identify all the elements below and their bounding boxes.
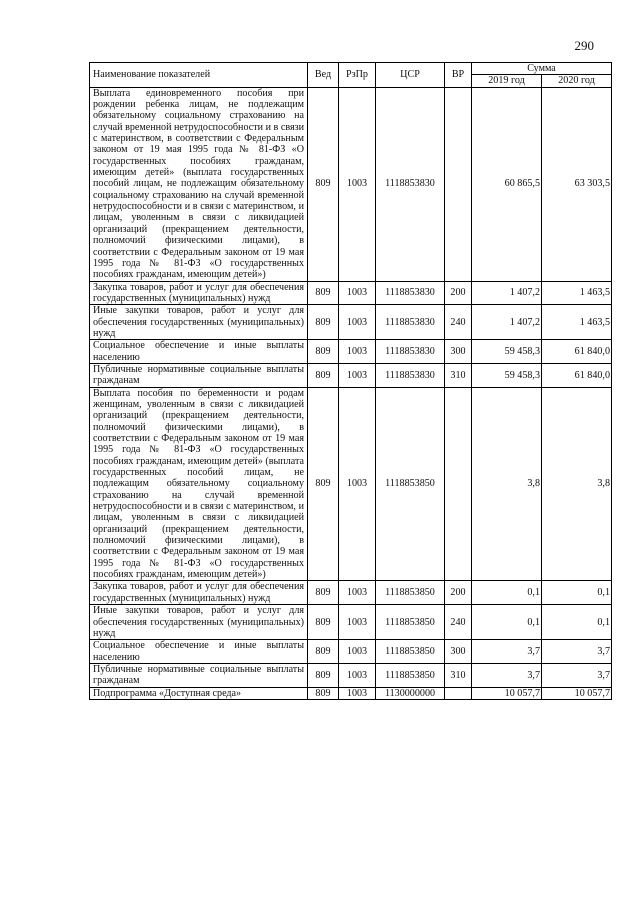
- row-sum-2020: 0,1: [542, 605, 612, 640]
- row-name: Закупка товаров, работ и услуг для обеспечения государственных (муниципальных) нужд: [90, 281, 308, 305]
- header-vr: ВР: [445, 63, 472, 88]
- row-sum-2020: 61 840,0: [542, 363, 612, 387]
- row-sum-2019: 0,1: [472, 581, 542, 605]
- header-year-2019: 2019 год: [472, 75, 542, 87]
- table-row: [90, 87, 612, 281]
- row-ved: 809: [308, 387, 339, 581]
- row-csr: 1118853850: [376, 605, 445, 640]
- row-rzpr: 1003: [339, 305, 376, 340]
- row-name: Иные закупки товаров, работ и услуг для обеспечения государственных (муниципальных) нужд: [90, 305, 308, 340]
- row-ved: 809: [308, 363, 339, 387]
- table-row: [90, 663, 612, 687]
- row-sum-2020: 63 303,5: [542, 87, 612, 281]
- row-sum-2019: 10 057,7: [472, 687, 542, 699]
- row-csr: 1118853850: [376, 640, 445, 664]
- row-rzpr: 1003: [339, 340, 376, 364]
- row-name: Выплата пособия по беременности и родам женщинам, уволенным в связи с ликвидацией организаций (прекращением деятельности, полномочий физическими лицами), в соответствии с Федеральным законом от 19 мая 1995 года № 81-ФЗ «О государственных пособиях гражданам, имеющим детей» (выплата государственных пособий лицам, не подлежащим обязательному социальному страхованию на случай временной нетрудоспособности и в связи с материнством, и лицам, уволенным в связи с ликвидацией организаций (прекращением деятельности, полномочий физическими лицами), в соответствии с Федеральным законом от 19 мая 1995 года № 81-ФЗ «О государственных пособиях гражданам, имеющим детей»): [90, 387, 308, 581]
- row-name: Социальное обеспечение и иные выплаты населению: [90, 340, 308, 364]
- row-rzpr: 1003: [339, 281, 376, 305]
- row-name: Закупка товаров, работ и услуг для обеспечения государственных (муниципальных) нужд: [90, 581, 308, 605]
- header-ved: Вед: [308, 63, 339, 88]
- row-rzpr: 1003: [339, 687, 376, 699]
- row-sum-2019: 0,1: [472, 605, 542, 640]
- row-sum-2019: 3,7: [472, 640, 542, 664]
- table-row: [90, 605, 612, 640]
- row-csr: 1130000000: [376, 687, 445, 699]
- row-csr: 1118853830: [376, 87, 445, 281]
- table-body: [90, 87, 612, 699]
- row-vr: [445, 687, 472, 699]
- row-rzpr: 1003: [339, 87, 376, 281]
- row-sum-2020: 61 840,0: [542, 340, 612, 364]
- row-name: Выплата единовременного пособия при рождении ребенка лицам, не подлежащим обязательному социальному страхованию на случай временной нетрудоспособности и в связи с материнством, в соответствии с Федеральным законом от 19 мая 1995 года № 81-ФЗ «О государственных пособиях гражданам, имеющим детей» (выплата государственных пособий лицам, не подлежащим обязательному социальному страхованию на случай временной нетрудоспособности и в связи с материнством, и лицам, уволенным в связи с ликвидацией организаций (прекращением деятельности, полномочий физическими лицами), в соответствии с Федеральным законом от 19 мая 1995 года № 81-ФЗ «О государственных пособиях гражданам, имеющим детей»): [90, 87, 308, 281]
- row-vr: 300: [445, 640, 472, 664]
- row-sum-2020: 3,8: [542, 387, 612, 581]
- header-rzpr: РзПр: [339, 63, 376, 88]
- header-year-2020: 2020 год: [542, 75, 612, 87]
- row-sum-2019: 1 407,2: [472, 305, 542, 340]
- row-rzpr: 1003: [339, 363, 376, 387]
- row-name: Публичные нормативные социальные выплаты гражданам: [90, 363, 308, 387]
- row-name: Подпрограмма «Доступная среда»: [90, 687, 308, 699]
- row-ved: 809: [308, 687, 339, 699]
- row-sum-2019: 59 458,3: [472, 340, 542, 364]
- row-sum-2019: 60 865,5: [472, 87, 542, 281]
- row-sum-2019: 3,7: [472, 663, 542, 687]
- row-csr: 1118853850: [376, 581, 445, 605]
- row-rzpr: 1003: [339, 387, 376, 581]
- row-csr: 1118853830: [376, 340, 445, 364]
- row-rzpr: 1003: [339, 640, 376, 664]
- row-name: Иные закупки товаров, работ и услуг для обеспечения государственных (муниципальных) нужд: [90, 605, 308, 640]
- row-ved: 809: [308, 87, 339, 281]
- row-csr: 1118853830: [376, 305, 445, 340]
- table-row: [90, 687, 612, 699]
- row-csr: 1118853850: [376, 663, 445, 687]
- row-vr: 200: [445, 581, 472, 605]
- row-sum-2020: 3,7: [542, 640, 612, 664]
- row-vr: 310: [445, 663, 472, 687]
- row-vr: 240: [445, 605, 472, 640]
- row-name: Публичные нормативные социальные выплаты гражданам: [90, 663, 308, 687]
- budget-table: [89, 62, 612, 700]
- row-sum-2019: 59 458,3: [472, 363, 542, 387]
- row-name: Социальное обеспечение и иные выплаты населению: [90, 640, 308, 664]
- row-rzpr: 1003: [339, 663, 376, 687]
- page-number: 290: [574, 38, 594, 53]
- row-ved: 809: [308, 340, 339, 364]
- row-vr: 310: [445, 363, 472, 387]
- row-sum-2020: 1 463,5: [542, 281, 612, 305]
- row-ved: 809: [308, 581, 339, 605]
- row-sum-2020: 1 463,5: [542, 305, 612, 340]
- row-vr: 300: [445, 340, 472, 364]
- table-header: [90, 63, 612, 88]
- table-row: [90, 387, 612, 581]
- row-sum-2020: 0,1: [542, 581, 612, 605]
- header-csr: ЦСР: [376, 63, 445, 88]
- row-ved: 809: [308, 605, 339, 640]
- row-ved: 809: [308, 281, 339, 305]
- row-vr: [445, 387, 472, 581]
- row-sum-2020: 3,7: [542, 663, 612, 687]
- table-row: [90, 281, 612, 305]
- row-rzpr: 1003: [339, 605, 376, 640]
- row-sum-2019: 1 407,2: [472, 281, 542, 305]
- header-sum: Сумма: [472, 63, 612, 75]
- table-row: [90, 640, 612, 664]
- row-csr: 1118853830: [376, 281, 445, 305]
- table-row: [90, 305, 612, 340]
- row-csr: 1118853830: [376, 363, 445, 387]
- header-name: Наименование показателей: [90, 63, 308, 88]
- row-vr: [445, 87, 472, 281]
- row-ved: 809: [308, 640, 339, 664]
- table-row: [90, 581, 612, 605]
- row-ved: 809: [308, 305, 339, 340]
- row-sum-2019: 3,8: [472, 387, 542, 581]
- row-ved: 809: [308, 663, 339, 687]
- table-row: [90, 340, 612, 364]
- row-vr: 200: [445, 281, 472, 305]
- row-rzpr: 1003: [339, 581, 376, 605]
- table-row: [90, 363, 612, 387]
- row-vr: 240: [445, 305, 472, 340]
- row-sum-2020: 10 057,7: [542, 687, 612, 699]
- row-csr: 1118853850: [376, 387, 445, 581]
